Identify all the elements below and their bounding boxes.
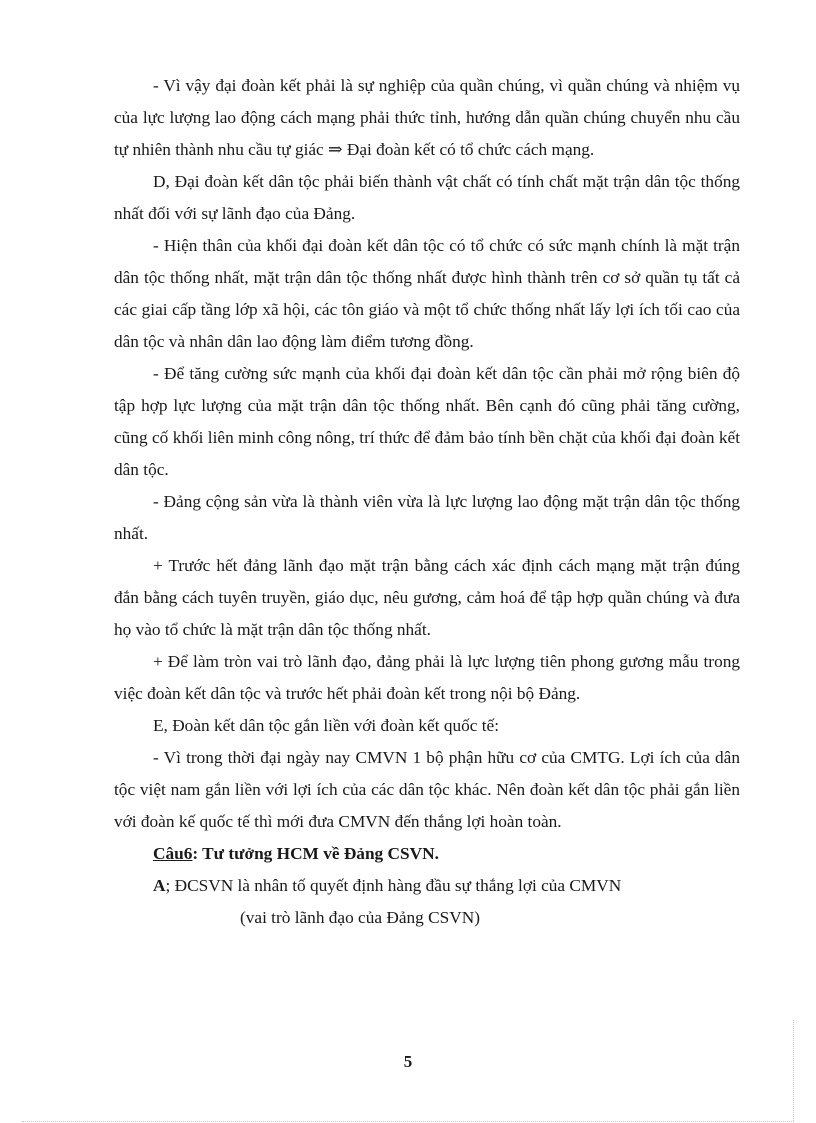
paragraph-2-section-d: D, Đại đoàn kết dân tộc phải biến thành vật chất có tính chất mặt trận dân tộc thống nhất đối với sự lãnh đạo của Đảng. [114,172,740,223]
paragraph-6: + Trước hết đảng lãnh đạo mặt trận bằng cách xác định cách mạng mặt trận đúng đắn bằng cách tuyên truyền, giáo dục, nêu gương, cảm hoá để tập hợp quần chúng và đưa họ vào tổ chức là mặt trận dân tộc thống nhất. [114,556,740,639]
page-border-right [793,1020,794,1121]
paragraph-3: - Hiện thân của khối đại đoàn kết dân tộc có tổ chức có sức mạnh chính là mặt trận dân tộc thống nhất, mặt trận dân tộc thống nhất được hình thành trên cơ sở quần tụ tất cả các giai cấp tầng lớp xã hội, các tôn giáo và một tổ chức thống nhất lấy lợi ích tối cao của dân tộc và nhân dân lao động làm điểm tương đồng. [114,236,740,351]
section-a-letter: A [153,876,166,895]
paragraph-8-section-e: E, Đoàn kết dân tộc gắn liền với đoàn kết quốc tế: [153,716,500,735]
question-separator: : [192,844,199,863]
paragraph-4: - Để tăng cường sức mạnh của khối đại đoàn kết dân tộc cần phải mở rộng biên độ tập hợp lực lượng của mặt trận dân tộc thống nhất. Bên cạnh đó cũng phải tăng cường, cũng cố khối liên minh công nông, trí thức để đảm bảo tính bền chặt của khối đại đoàn kết dân tộc. [114,364,740,479]
section-a-heading [114,870,740,902]
section-a-text: ; ĐCSVN là nhân tố quyết định hàng đầu sự thắng lợi của CMVN [165,876,622,895]
paragraph-7: + Để làm tròn vai trò lãnh đạo, đảng phải là lực lượng tiên phong gương mẫu trong việc đoàn kết dân tộc và trước hết phải đoàn kết trong nội bộ Đảng. [114,652,740,703]
paragraph-1: - Vì vậy đại đoàn kết phải là sự nghiệp của quần chúng, vì quần chúng và nhiệm vụ của lực lượng lao động cách mạng phải thức tỉnh, hướng dẫn quần chúng chuyển nhu cầu tự nhiên thành nhu cầu tự giác ⇒ Đại đoàn kết có tổ chức cách mạng. [114,76,740,159]
page-border-bottom [22,1121,794,1122]
question-heading [114,838,740,870]
page-number: 5 [403,1052,413,1071]
paragraph-5: - Đảng cộng sản vừa là thành viên vừa là lực lượng lao động mặt trận dân tộc thống nhất. [114,492,740,543]
section-a-note: (vai trò lãnh đạo của Đảng CSVN) [240,908,480,927]
question-label: Câu6 [153,844,193,863]
question-title: Tư tưởng HCM về Đảng CSVN. [202,844,439,863]
paragraph-9: - Vì trong thời đại ngày nay CMVN 1 bộ phận hữu cơ của CMTG. Lợi ích của dân tộc việt nam gắn liền với lợi ích của các dân tộc khác. Nên đoàn kết dân tộc phải gắn liền với đoàn kế quốc tế thì mới đưa CMVN đến thắng lợi hoàn toàn. [114,748,740,831]
page-content [114,70,740,934]
